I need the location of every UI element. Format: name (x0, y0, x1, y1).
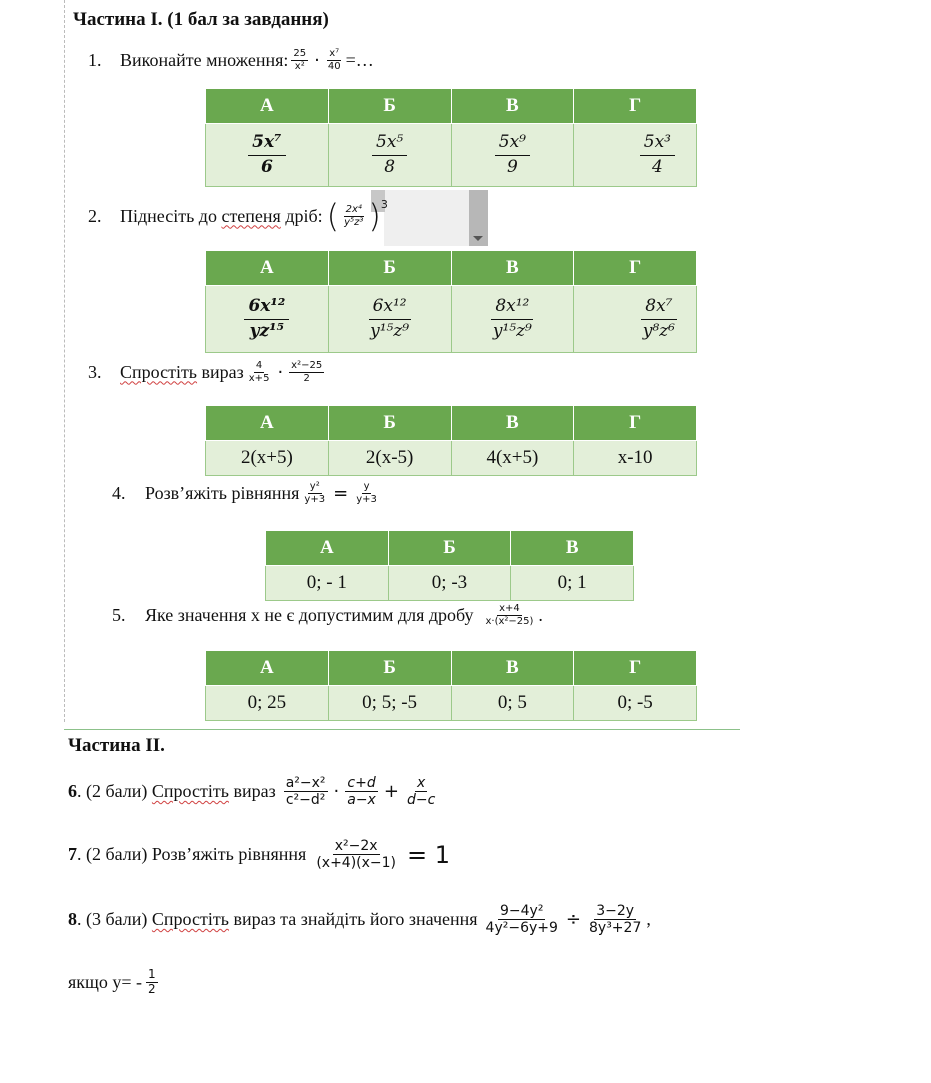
question-text: Виконайте множення: (120, 49, 289, 70)
fraction: $\frac{\text{x²−2x}}{(x+4)(x-1)}$ (316, 838, 397, 872)
chevron-down-icon[interactable] (473, 236, 483, 241)
option-v-header: В (451, 89, 574, 124)
option-g-cell: $\frac{\text{5x³}}{4}$ (574, 124, 697, 187)
option-a-header: А (206, 89, 329, 124)
fraction: $\frac{\text{2x⁴}}{\text{y⁵z³}}$ (344, 204, 364, 228)
answer-row (266, 566, 634, 601)
question-number: 7 (68, 844, 77, 865)
question-points: . (2 бали) (77, 781, 148, 802)
question-text: . (2 бали) Розв’яжіть рівняння (77, 844, 307, 865)
operator: ÷ (565, 909, 581, 931)
fraction: $\frac{c+d}{a-x}$ (347, 775, 376, 809)
answer-header-row (206, 89, 697, 124)
answer-header-row (206, 651, 697, 686)
option-a-cell: $\frac{\text{6x¹²}}{\text{yz¹⁵}}$ (206, 286, 329, 353)
answer-row (206, 441, 697, 476)
question-8-condition (68, 968, 161, 997)
answer-table-1 (205, 88, 697, 187)
spellcheck-underlined-word: Спростіть (120, 361, 198, 382)
option-g-header: Г (574, 89, 697, 124)
answer-table-3 (205, 405, 697, 476)
question-text: дріб: (285, 205, 323, 226)
option-a-cell: 0; 25 (206, 686, 329, 721)
answer-table-5 (205, 650, 697, 721)
option-g-cell: $\frac{\text{8x⁷}}{\text{y⁸z⁶}}$ (574, 286, 697, 353)
option-b-header: Б (388, 531, 511, 566)
option-g-header: Г (574, 406, 697, 441)
operator: · (314, 49, 320, 71)
answer-header-row (206, 406, 697, 441)
option-b-cell: 0; -3 (388, 566, 511, 601)
operator: + (383, 781, 399, 803)
fraction: $\frac{\text{x²−25}}{2}$ (291, 360, 323, 384)
option-v-cell: $\frac{\text{8x¹²}}{\text{y¹⁵z⁹}}$ (451, 286, 574, 353)
fraction: $\frac{\text{x⁷}}{40}$ (327, 48, 341, 72)
question-number: 6 (68, 781, 77, 802)
fraction: $\frac{25}{\text{x²}}$ (293, 48, 307, 72)
answer-header-row (206, 251, 697, 286)
expression-tail: , (646, 909, 651, 930)
question-6 (68, 775, 440, 808)
question-text: вираз (233, 781, 276, 802)
question-8 (68, 903, 651, 936)
question-number: 2. (88, 205, 102, 226)
question-text: вираз (201, 361, 244, 382)
option-b-cell: 2(x-5) (328, 441, 451, 476)
option-g-header: Г (574, 251, 697, 286)
option-v-cell: 0; 5 (451, 686, 574, 721)
paren-close: ) (368, 197, 381, 235)
question-2 (88, 197, 388, 235)
fraction: $\frac{4}{x+5}$ (248, 360, 270, 384)
option-b-cell: $\frac{\text{5x⁵}}{8}$ (328, 124, 451, 187)
option-b-header: Б (328, 651, 451, 686)
paren-open: ( (326, 197, 340, 235)
question-7 (68, 838, 456, 871)
fraction: $\frac{1}{2}$ (148, 967, 156, 996)
fraction: $\frac{\text{a²−x²}}{\text{c²−d²}}$ (285, 775, 326, 809)
question-number: 5. (112, 604, 126, 625)
option-a-header: А (206, 651, 329, 686)
option-a-cell: 2(x+5) (206, 441, 329, 476)
question-points: . (3 бали) (77, 909, 148, 930)
answer-row (206, 124, 697, 187)
answer-row (206, 686, 697, 721)
question-5 (112, 603, 543, 627)
expression-tail: =… (345, 49, 374, 70)
equation-rhs: = 1 (407, 840, 451, 869)
answer-table-4 (265, 530, 634, 601)
fraction: $\frac{3-2y}{\text{8y³+27}}$ (589, 903, 642, 937)
expression-tail: . (538, 604, 543, 625)
question-text: вираз та знайдіть його значення (233, 909, 478, 930)
exponent: 3 (380, 197, 388, 211)
option-g-cell: 0; -5 (574, 686, 697, 721)
option-a-cell: 0; - 1 (266, 566, 389, 601)
option-a-cell: $\frac{\text{5x⁷}}{6}$ (206, 124, 329, 187)
question-text: Яке значення х не є допустимим для дробу (145, 604, 474, 625)
operator: · (277, 361, 284, 383)
part2-title: Частина ІІ. (68, 735, 165, 756)
option-g-header: Г (574, 651, 697, 686)
option-b-header: Б (328, 89, 451, 124)
section-divider (64, 729, 740, 730)
option-b-header: Б (328, 251, 451, 286)
fraction: $\frac{\text{9−4y²}}{\text{4y²−6y+9}}$ (485, 903, 558, 937)
operator: · (333, 781, 340, 803)
option-v-header: В (451, 651, 574, 686)
option-b-header: Б (328, 406, 451, 441)
option-b-cell: 0; 5; -5 (328, 686, 451, 721)
part1-title: Частина І. (1 бал за завдання) (73, 9, 329, 30)
option-v-header: В (451, 251, 574, 286)
question-4 (112, 481, 382, 505)
answer-row (206, 286, 697, 353)
question-text: Розв’яжіть рівняння (145, 482, 300, 503)
condition-text: якщо у= - (68, 971, 143, 992)
option-v-cell: 0; 1 (511, 566, 634, 601)
option-v-header: В (451, 406, 574, 441)
option-a-header: А (206, 251, 329, 286)
option-a-header: А (266, 531, 389, 566)
spellcheck-underlined-word: Спростіть (151, 909, 229, 930)
option-v-cell: 4(x+5) (451, 441, 574, 476)
option-a-header: А (206, 406, 329, 441)
fraction: $\frac{\text{y²}}{y+3}$ (304, 481, 326, 505)
question-1 (88, 48, 374, 72)
operator: = (333, 482, 349, 504)
question-text: Піднесіть до (120, 205, 217, 226)
fraction: $\frac{y}{y+3}$ (356, 481, 377, 505)
question-number: 1. (88, 49, 102, 70)
option-g-cell: x-10 (574, 441, 697, 476)
answer-table-2 (205, 250, 697, 353)
question-3 (88, 360, 327, 384)
question-number: 3. (88, 361, 102, 382)
option-b-cell: $\frac{\text{6x¹²}}{\text{y¹⁵z⁹}}$ (328, 286, 451, 353)
fraction: $\frac{x+4}{\text{x·(x²−25)}}$ (485, 603, 534, 627)
fraction: $\frac{x}{d-c}$ (406, 775, 436, 809)
option-v-header: В (511, 531, 634, 566)
spellcheck-underlined-word: степеня (221, 205, 281, 226)
left-margin-line (64, 0, 65, 722)
question-number: 4. (112, 482, 126, 503)
option-v-cell: $\frac{\text{5x⁹}}{9}$ (451, 124, 574, 187)
spellcheck-underlined-word: Спростіть (151, 781, 229, 802)
answer-header-row (266, 531, 634, 566)
equation-object-frame[interactable] (384, 190, 469, 246)
question-number: 8 (68, 909, 77, 930)
